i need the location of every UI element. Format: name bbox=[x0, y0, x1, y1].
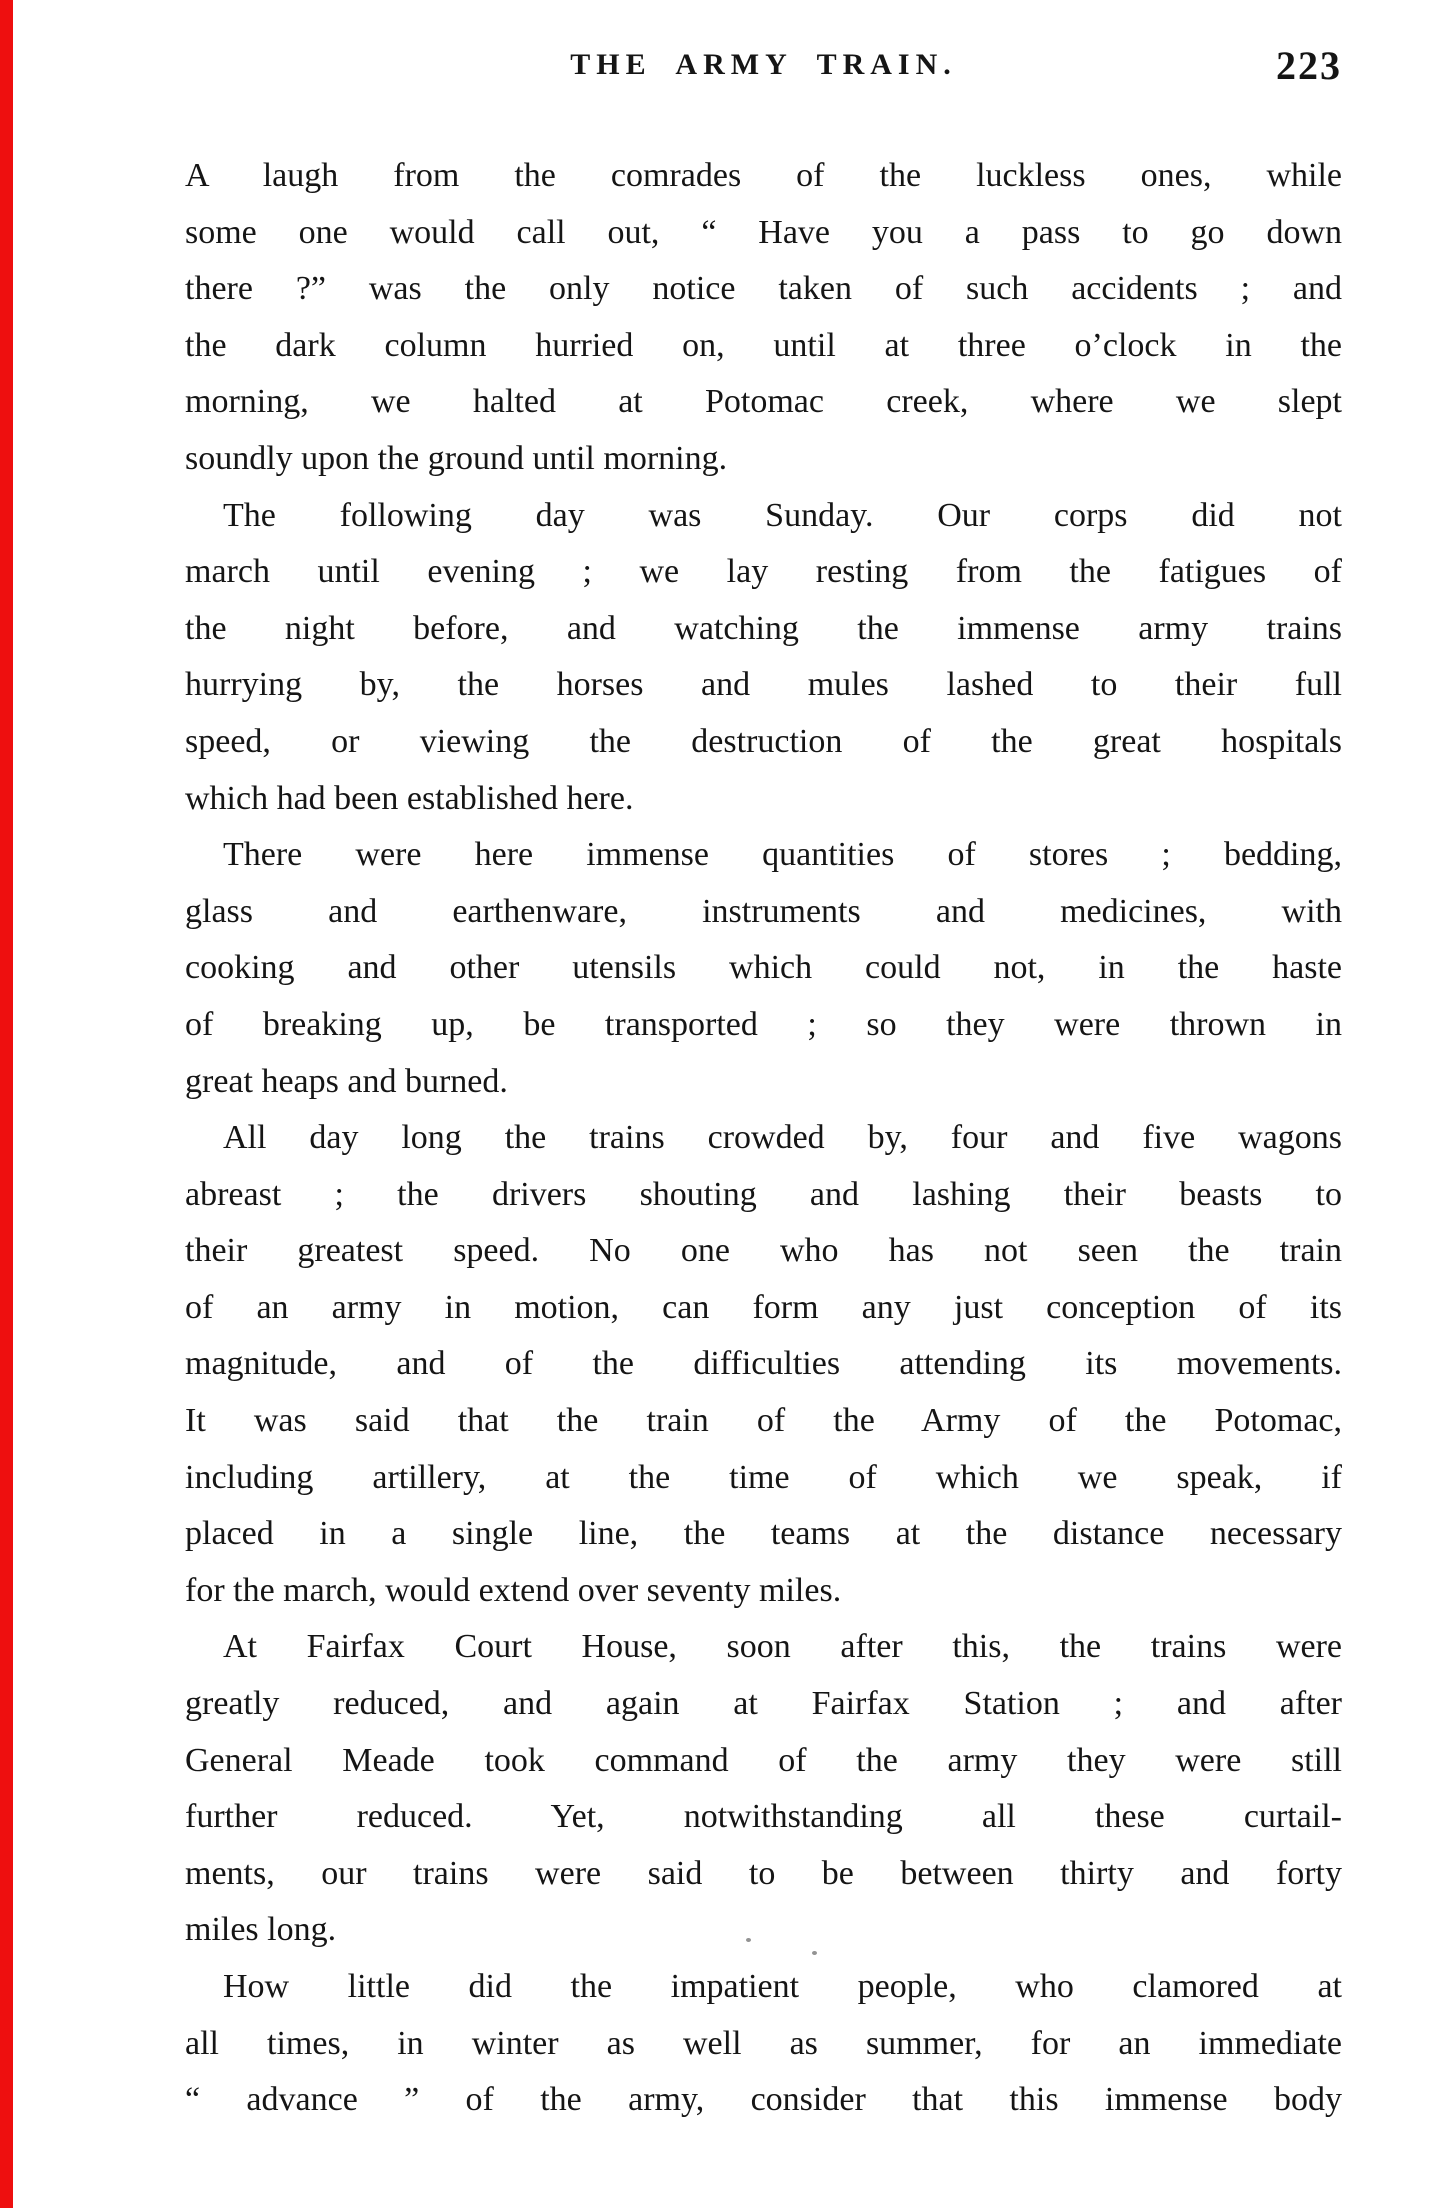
text-line: glass and earthenware, instruments and medicines, with bbox=[185, 892, 1342, 930]
text-line: abreast ; the drivers shouting and lashing their beasts to bbox=[185, 1175, 1342, 1213]
text-line: all times, in winter as well as summer, for an immediate bbox=[185, 2024, 1342, 2062]
text-line: soundly upon the ground until morning. bbox=[185, 439, 728, 477]
text-line: great heaps and burned. bbox=[185, 1062, 508, 1100]
text-line: for the march, would extend over seventy miles. bbox=[185, 1571, 842, 1609]
text-line: ments, our trains were said to be between thirty and forty bbox=[185, 1854, 1342, 1892]
text-line: further reduced. Yet, notwithstanding all these curtail- bbox=[185, 1798, 1342, 1836]
text-line: There were here immense quantities of stores ; bedding, bbox=[223, 836, 1342, 874]
text-line: How little did the impatient people, who clamored at bbox=[223, 1968, 1342, 2005]
text-line: the dark column hurried on, until at three o’clock in the bbox=[185, 326, 1342, 364]
scan-edge-red-strip bbox=[0, 0, 13, 2208]
print-speck bbox=[812, 1951, 817, 1955]
running-title: THE ARMY TRAIN. bbox=[570, 48, 957, 81]
text-line: At Fairfax Court House, soon after this, the trains were bbox=[223, 1628, 1342, 1666]
print-speck bbox=[746, 1938, 751, 1942]
text-line: All day long the trains crowded by, four and five wagons bbox=[223, 1119, 1342, 1157]
text-line: the night before, and watching the immense army trains bbox=[185, 609, 1342, 647]
text-line: miles long. bbox=[185, 1911, 337, 1949]
text-line: It was said that the train of the Army of the Potomac, bbox=[185, 1402, 1342, 1440]
text-line: there ?” was the only notice taken of such accidents ; and bbox=[185, 270, 1342, 308]
text-line: cooking and other utensils which could not, in the haste bbox=[185, 949, 1342, 987]
text-line: morning, we halted at Potomac creek, where we slept bbox=[185, 383, 1342, 421]
text-line: greatly reduced, and again at Fairfax Station ; and after bbox=[185, 1685, 1342, 1723]
text-line: march until evening ; we lay resting from the fatigues of bbox=[185, 553, 1342, 591]
text-line: of breaking up, be transported ; so they were thrown in bbox=[185, 1005, 1342, 1043]
text-line: hurrying by, the horses and mules lashed to their full bbox=[185, 666, 1342, 704]
body-lines bbox=[185, 148, 1342, 2129]
text-line: some one would call out, “ Have you a pass to go down bbox=[185, 213, 1342, 251]
text-line: which had been established here. bbox=[185, 779, 634, 817]
text-line: “ advance ” of the army, consider that this immense body bbox=[185, 2081, 1342, 2119]
page-number: 223 bbox=[1276, 43, 1342, 88]
text-line: their greatest speed. No one who has not seen the train bbox=[185, 1232, 1342, 1270]
text-line: A laugh from the comrades of the luckless ones, while bbox=[185, 157, 1342, 194]
text-line: including artillery, at the time of which we speak, if bbox=[185, 1458, 1342, 1496]
text-line: General Meade took command of the army they were still bbox=[185, 1741, 1342, 1779]
text-line: speed, or viewing the destruction of the great hospitals bbox=[185, 722, 1342, 760]
text-line: The following day was Sunday. Our corps did not bbox=[223, 496, 1342, 534]
text-line: magnitude, and of the difficulties attending its movements. bbox=[185, 1345, 1342, 1383]
text-line: of an army in motion, can form any just conception of its bbox=[185, 1288, 1342, 1326]
text-line: placed in a single line, the teams at the distance necessary bbox=[185, 1515, 1342, 1553]
page-header bbox=[185, 0, 1342, 110]
